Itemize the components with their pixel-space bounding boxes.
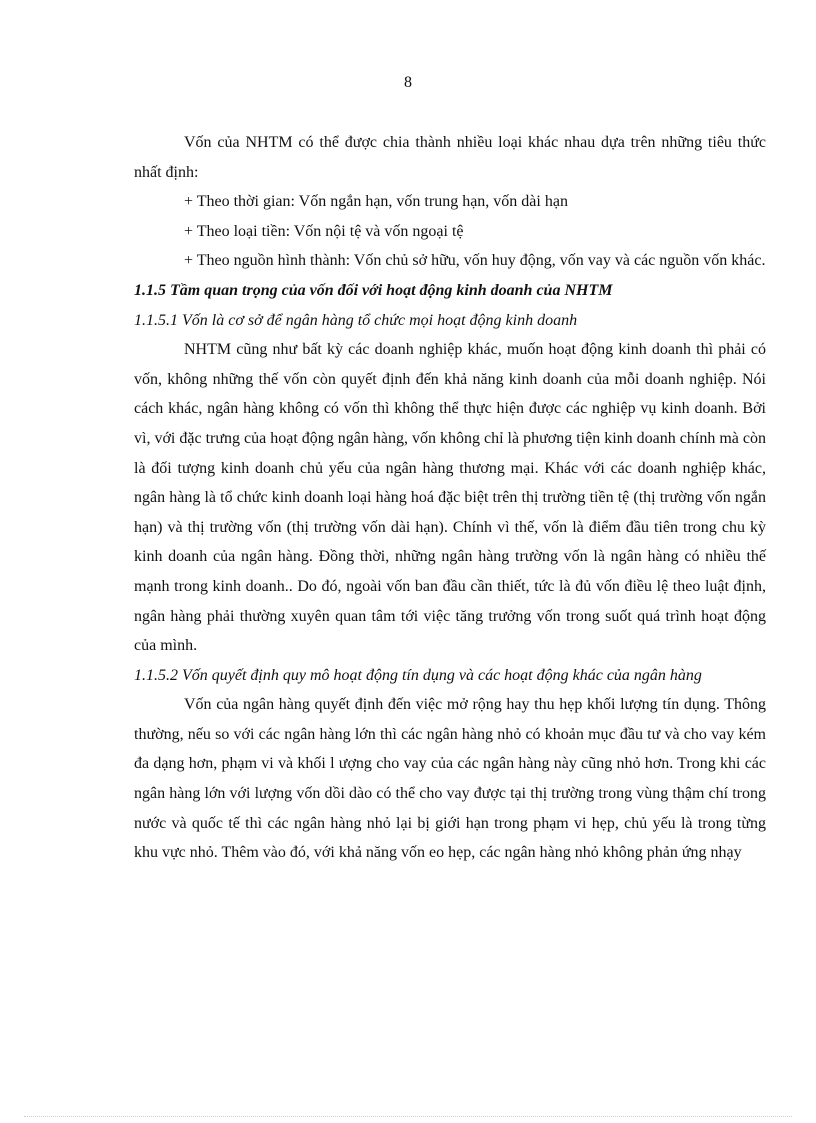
intro-paragraph: Vốn của NHTM có thể được chia thành nhiều loại khác nhau dựa trên những tiêu thức nhất định:	[134, 134, 766, 181]
bullet-currency: + Theo loại tiền: Vốn nội tệ và vốn ngoại tệ	[184, 222, 464, 240]
section-heading-1-1-5: 1.1.5 Tầm quan trọng của vốn đối với hoạt động kinh doanh của NHTM	[134, 281, 613, 299]
bullet-source: + Theo nguồn hình thành: Vốn chủ sở hữu, vốn huy động, vốn vay và các nguồn vốn khác.	[184, 252, 766, 270]
document-body	[134, 128, 766, 868]
paragraph-1: NHTM cũng như bất kỳ các doanh nghiệp khác, muốn hoạt động kinh doanh thì phải có vốn, không những thế vốn còn quyết định đến khả năng kinh doanh của mỗi doanh nghiệp. Nói cách khác, ngân hàng không có vốn thì không thể thực hiện được các nghiệp vụ kinh doanh. Bởi vì, với đặc trưng của hoạt động ngân hàng, vốn không chỉ là phương tiện kinh doanh chính mà còn là đối tượng kinh doanh chủ yếu của ngân hàng thương mại. Khác với các doanh nghiệp khác, ngân hàng là tổ chức kinh doanh loại hàng hoá đặc biệt trên thị trường tiền tệ (thị trường vốn ngắn hạn) và thị trường vốn (thị trường vốn dài hạn). Chính vì thế, vốn là điểm đầu tiên trong chu kỳ kinh doanh của ngân hàng. Đồng thời, những ngân hàng trường vốn là ngân hàng có nhiều thế mạnh trong kinh doanh.. Do đó, ngoài vốn ban đầu cần thiết, tức là đủ vốn điều lệ theo luật định, ngân hàng phải thường xuyên quan tâm tới việc tăng trưởng vốn trong suốt quá trình hoạt động của mình.	[134, 341, 766, 655]
page-number: 8	[404, 74, 412, 91]
bullet-time: + Theo thời gian: Vốn ngắn hạn, vốn trung hạn, vốn dài hạn	[184, 193, 568, 211]
paragraph-2: Vốn của ngân hàng quyết định đến việc mở rộng hay thu hẹp khối lượng tín dụng. Thông thường, nếu so với các ngân hàng lớn thì các ngân hàng nhỏ có khoản mục đầu tư và cho vay kém đa dạng hơn, phạm vi và khối l ượng cho vay của các ngân hàng này cũng nhỏ hơn. Trong khi các ngân hàng lớn với lượng vốn dồi dào có thể cho vay được tại thị trường trong vùng thậm chí trong nước và quốc tế thì các ngân hàng nhỏ lại bị giới hạn trong phạm vi hẹp, chủ yếu là trong từng khu vực nhỏ. Thêm vào đó, với khả năng vốn eo hẹp, các ngân hàng nhỏ không phản ứng nhạy	[134, 696, 766, 862]
subsection-heading-1-1-5-1: 1.1.5.1 Vốn là cơ sở để ngân hàng tổ chức mọi hoạt động kinh doanh	[134, 311, 578, 329]
subsection-heading-1-1-5-2: 1.1.5.2 Vốn quyết định quy mô hoạt động tín dụng và các hoạt động khác của ngân hàng	[134, 666, 702, 684]
page-bottom-rule	[24, 1116, 792, 1117]
